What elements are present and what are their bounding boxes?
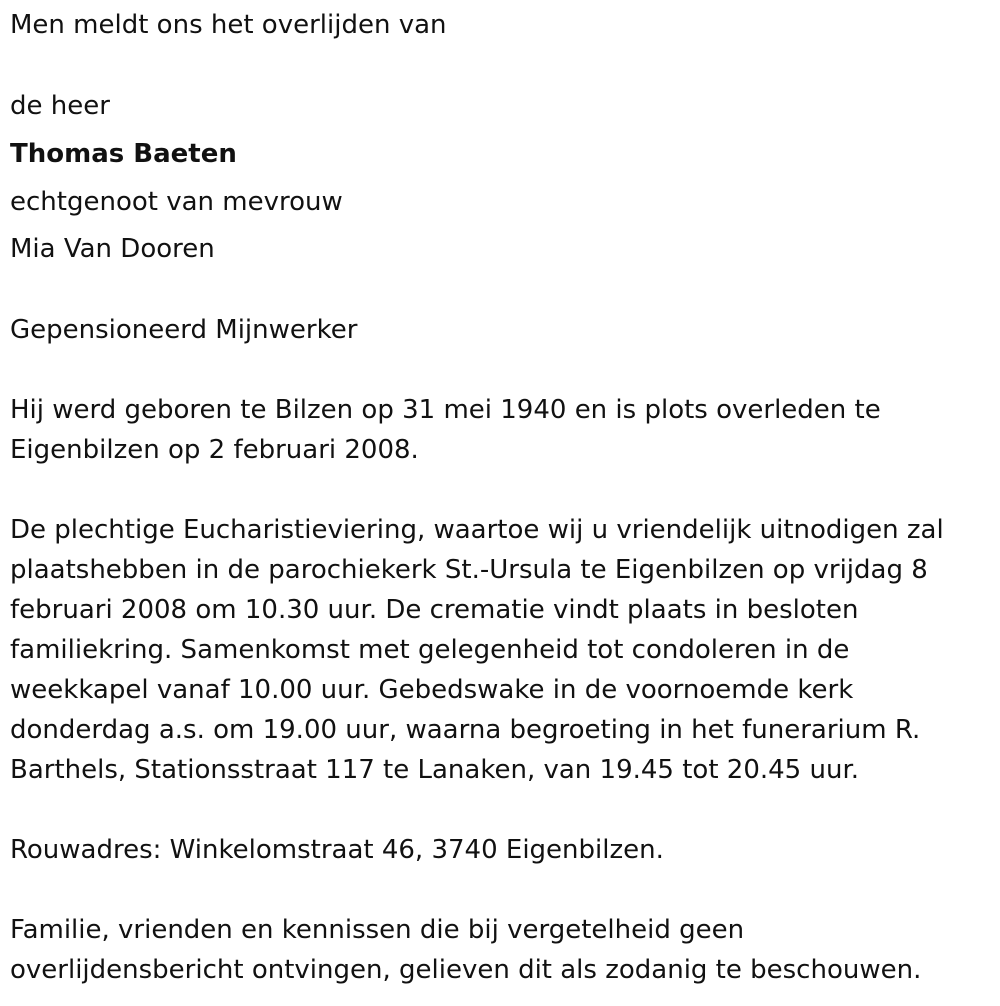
- spouse-name: Mia Van Dooren: [10, 234, 215, 264]
- intro-text: Men meldt ons het overlijden van: [10, 10, 447, 40]
- ceremony-line-6: donderdag a.s. om 19.00 uur, waarna begroeting in het funerarium R.: [10, 715, 921, 745]
- birth-death-line-1: Hij werd geboren te Bilzen op 31 mei 1940 en is plots overleden te: [10, 395, 881, 425]
- mourning-address: Rouwadres: Winkelomstraat 46, 3740 Eigenbilzen.: [10, 835, 664, 865]
- ceremony-line-1: De plechtige Eucharistieviering, waartoe wij u vriendelijk uitnodigen zal: [10, 515, 944, 545]
- spouse-label: echtgenoot van mevrouw: [10, 187, 343, 217]
- ceremony-line-5: weekkapel vanaf 10.00 uur. Gebedswake in de voornoemde kerk: [10, 675, 854, 705]
- closing-line-1: Familie, vrienden en kennissen die bij vergetelheid geen: [10, 915, 745, 945]
- occupation: Gepensioneerd Mijnwerker: [10, 315, 358, 345]
- closing-line-2: overlijdensbericht ontvingen, gelieven dit als zodanig te beschouwen.: [10, 955, 922, 985]
- birth-death-line-2: Eigenbilzen op 2 februari 2008.: [10, 435, 419, 465]
- honorific: de heer: [10, 91, 110, 121]
- ceremony-line-3: februari 2008 om 10.30 uur. De crematie vindt plaats in besloten: [10, 595, 859, 625]
- deceased-name: Thomas Baeten: [10, 139, 237, 169]
- ceremony-line-7: Barthels, Stationsstraat 117 te Lanaken, van 19.45 tot 20.45 uur.: [10, 755, 860, 785]
- ceremony-line-4: familiekring. Samenkomst met gelegenheid tot condoleren in de: [10, 635, 850, 665]
- ceremony-line-2: plaatshebben in de parochiekerk St.-Ursula te Eigenbilzen op vrijdag 8: [10, 555, 928, 585]
